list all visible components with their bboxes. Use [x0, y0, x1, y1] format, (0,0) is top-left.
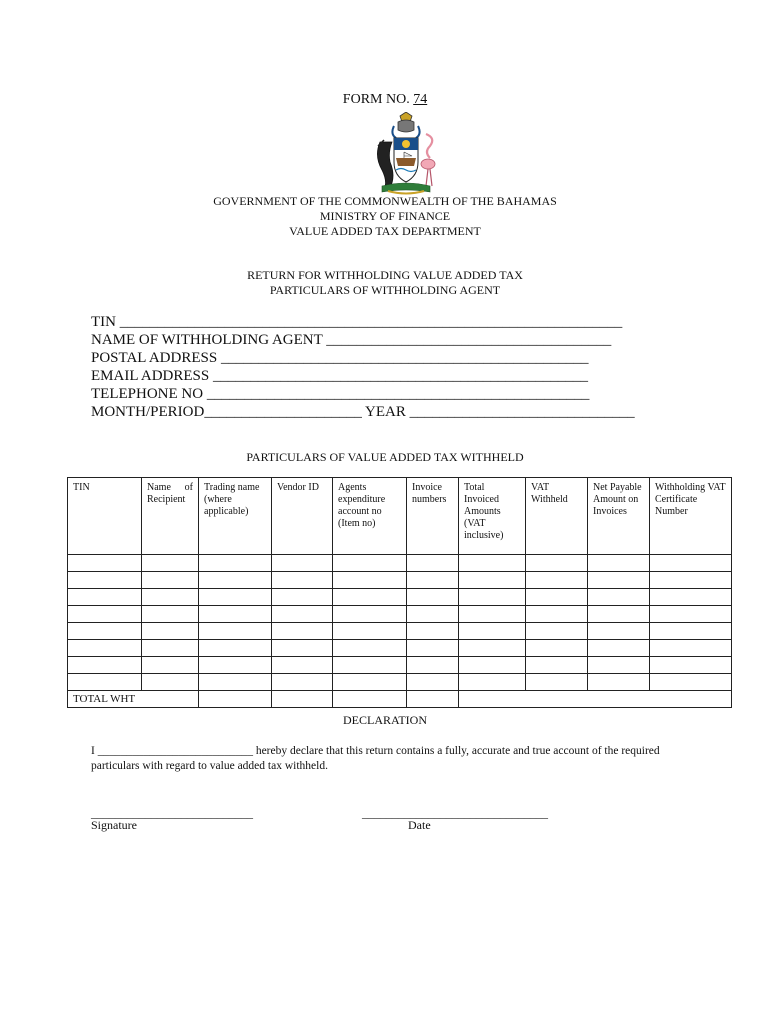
coat-of-arms-icon	[370, 112, 442, 196]
table-cell[interactable]	[68, 674, 142, 691]
header-ministry: MINISTRY OF FINANCE	[319, 209, 451, 223]
table-cell[interactable]	[459, 589, 526, 606]
agent-name-field[interactable]: NAME OF WITHHOLDING AGENT ______________________________________	[91, 332, 612, 348]
table-cell[interactable]	[68, 555, 142, 572]
signature-line[interactable]: ___________________________	[91, 806, 253, 820]
table-cell[interactable]	[588, 589, 650, 606]
table-cell[interactable]	[407, 691, 459, 708]
table-cell[interactable]	[459, 555, 526, 572]
total-row	[68, 691, 732, 708]
table-cell[interactable]	[407, 657, 459, 674]
table-cell[interactable]	[272, 657, 333, 674]
table-cell[interactable]	[526, 589, 588, 606]
declaration-text: I ___________________________ hereby declare that this return contains a fully, accurate and true account of the required particulars with regard to value added tax withheld.	[91, 745, 660, 772]
table-cell[interactable]	[526, 657, 588, 674]
table-cell[interactable]	[272, 555, 333, 572]
telephone-field[interactable]: TELEPHONE NO ___________________________________________________	[91, 386, 590, 402]
table-cell[interactable]	[459, 572, 526, 589]
table-cell[interactable]	[142, 640, 199, 657]
table-cell[interactable]	[588, 623, 650, 640]
col-header-tin: TIN	[68, 478, 142, 555]
table-cell[interactable]	[650, 589, 732, 606]
table-cell[interactable]	[650, 555, 732, 572]
col-header-vendor-id: Vendor ID	[272, 478, 333, 555]
table-cell[interactable]	[199, 572, 272, 589]
table-cell[interactable]	[650, 623, 732, 640]
table-row	[68, 606, 732, 623]
return-title: RETURN FOR WITHHOLDING VALUE ADDED TAX	[247, 268, 523, 282]
table-cell[interactable]	[142, 623, 199, 640]
table-cell[interactable]	[142, 555, 199, 572]
signature-label: Signature	[91, 818, 137, 832]
table-cell[interactable]	[407, 623, 459, 640]
table-row	[68, 674, 732, 691]
table-cell[interactable]	[199, 691, 272, 708]
table-cell[interactable]	[272, 674, 333, 691]
table-cell[interactable]	[588, 572, 650, 589]
total-value-cell[interactable]	[459, 691, 732, 708]
table-cell[interactable]	[272, 623, 333, 640]
table-cell[interactable]	[459, 674, 526, 691]
table-row	[68, 640, 732, 657]
table-cell[interactable]	[142, 606, 199, 623]
table-cell[interactable]	[407, 589, 459, 606]
period-year-row	[91, 403, 635, 421]
col-header-recipient: Name of Recipient	[142, 478, 199, 555]
table-cell[interactable]	[199, 657, 272, 674]
header-government: GOVERNMENT OF THE COMMONWEALTH OF THE BAHAMAS	[213, 194, 557, 208]
col-header-total-invoiced: Total Invoiced Amounts (VAT inclusive)	[459, 478, 526, 555]
year-label: YEAR	[365, 404, 406, 420]
date-line[interactable]: _______________________________	[362, 806, 548, 820]
table-cell[interactable]	[68, 657, 142, 674]
table-cell[interactable]	[588, 606, 650, 623]
table-cell[interactable]	[199, 589, 272, 606]
table-cell[interactable]	[68, 640, 142, 657]
withholding-table	[67, 477, 732, 708]
table-cell[interactable]	[459, 657, 526, 674]
table-cell[interactable]	[333, 606, 407, 623]
table-cell[interactable]	[650, 572, 732, 589]
period-field[interactable]: _____________________	[204, 404, 362, 420]
table-row	[68, 589, 732, 606]
table-cell[interactable]	[68, 589, 142, 606]
table-cell[interactable]	[142, 589, 199, 606]
table-cell[interactable]	[333, 555, 407, 572]
table-cell[interactable]	[272, 691, 333, 708]
date-label: Date	[408, 818, 431, 832]
table-row	[68, 623, 732, 640]
table-cell[interactable]	[459, 623, 526, 640]
table-cell[interactable]	[199, 640, 272, 657]
table-cell[interactable]	[272, 572, 333, 589]
table-cell[interactable]	[199, 606, 272, 623]
table-cell[interactable]	[142, 657, 199, 674]
table-header-row	[68, 478, 732, 555]
table-cell[interactable]	[459, 606, 526, 623]
col-header-vat-withheld: VAT Withheld	[526, 478, 588, 555]
table-cell[interactable]	[650, 606, 732, 623]
col-header-net-payable: Net Payable Amount on Invoices	[588, 478, 650, 555]
table-cell[interactable]	[526, 640, 588, 657]
col-header-expenditure-account: Agents expenditure account no (Item no)	[333, 478, 407, 555]
agent-particulars	[91, 313, 635, 421]
table-cell[interactable]	[407, 674, 459, 691]
table-cell[interactable]	[407, 606, 459, 623]
table-cell[interactable]	[199, 555, 272, 572]
table-cell[interactable]	[650, 674, 732, 691]
table-cell[interactable]	[588, 674, 650, 691]
table-cell[interactable]	[526, 623, 588, 640]
table-cell[interactable]	[272, 640, 333, 657]
return-subtitle: PARTICULARS OF WITHHOLDING AGENT	[269, 283, 501, 297]
table-cell[interactable]	[333, 691, 407, 708]
table-cell[interactable]	[526, 572, 588, 589]
table-cell[interactable]	[68, 623, 142, 640]
table-body	[68, 555, 732, 691]
table-cell[interactable]	[333, 674, 407, 691]
table-cell[interactable]	[333, 657, 407, 674]
table-cell[interactable]	[142, 674, 199, 691]
header-department: VALUE ADDED TAX DEPARTMENT	[289, 224, 481, 238]
table-cell[interactable]	[333, 623, 407, 640]
table-cell[interactable]	[588, 640, 650, 657]
table-cell[interactable]	[459, 640, 526, 657]
table-cell[interactable]	[526, 674, 588, 691]
col-header-trading-name: Trading name (where applicable)	[199, 478, 272, 555]
col-header-certificate-number: Withholding VAT Certificate Number	[650, 478, 732, 555]
tin-field[interactable]: TIN ___________________________________________________________________	[91, 314, 623, 330]
form-number-value: 74	[413, 92, 428, 107]
period-label: MONTH/PERIOD	[91, 404, 205, 420]
table-row	[68, 555, 732, 572]
col-header-invoice-numbers: Invoice numbers	[407, 478, 459, 555]
table-cell[interactable]	[333, 589, 407, 606]
table-cell[interactable]	[68, 606, 142, 623]
postal-address-field[interactable]: POSTAL ADDRESS _________________________________________________	[91, 350, 589, 366]
table-cell[interactable]	[407, 640, 459, 657]
table-cell[interactable]	[272, 589, 333, 606]
table-cell[interactable]	[526, 606, 588, 623]
table-cell[interactable]	[650, 657, 732, 674]
year-field[interactable]: ______________________________	[409, 404, 635, 420]
table-cell[interactable]	[199, 674, 272, 691]
table-cell[interactable]	[588, 657, 650, 674]
table-cell[interactable]	[68, 572, 142, 589]
form-number	[0, 92, 770, 108]
table-cell[interactable]	[333, 640, 407, 657]
table-cell[interactable]	[588, 555, 650, 572]
table-row	[68, 572, 732, 589]
email-address-field[interactable]: EMAIL ADDRESS __________________________________________________	[91, 368, 588, 384]
table-title: PARTICULARS OF VALUE ADDED TAX WITHHELD	[246, 450, 524, 464]
table-cell[interactable]	[272, 606, 333, 623]
table-row	[68, 657, 732, 674]
table-cell[interactable]	[650, 640, 732, 657]
form-number-label: FORM NO.	[342, 92, 410, 107]
table-cell[interactable]	[333, 572, 407, 589]
table-cell[interactable]	[407, 572, 459, 589]
table-cell[interactable]	[407, 555, 459, 572]
table-cell[interactable]	[199, 623, 272, 640]
total-label: TOTAL WHT	[68, 691, 199, 708]
table-cell[interactable]	[142, 572, 199, 589]
declaration-title: DECLARATION	[343, 713, 427, 727]
table-cell[interactable]	[526, 555, 588, 572]
